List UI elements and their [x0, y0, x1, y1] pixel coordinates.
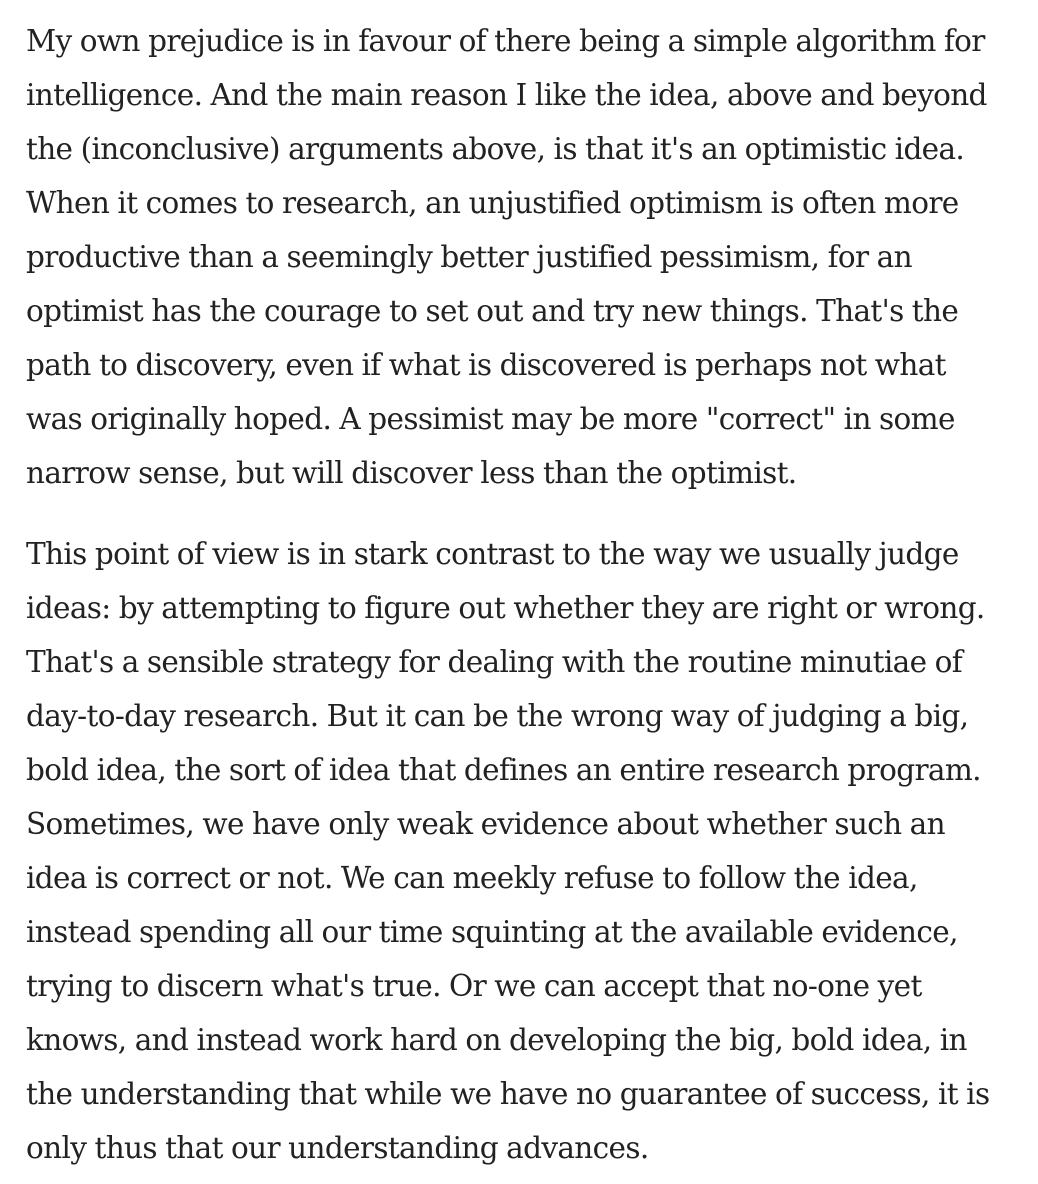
text-line: was originally hoped. A pessimist may be more "correct" in some: [26, 402, 955, 436]
text-line: narrow sense, but will discover less than the optimist.: [26, 456, 797, 490]
text-line: knows, and instead work hard on developing the big, bold idea, in: [26, 1023, 967, 1057]
text-line: instead spending all our time squinting at the available evidence,: [26, 915, 958, 949]
text-line: day-to-day research. But it can be the wrong way of judging a big,: [26, 699, 969, 733]
article-body: [26, 14, 1026, 1175]
text-line: This point of view is in stark contrast to the way we usually judge: [26, 537, 959, 571]
text-line: productive than a seemingly better justified pessimism, for an: [26, 240, 912, 274]
text-line: trying to discern what's true. Or we can accept that no-one yet: [26, 969, 922, 1003]
paragraph-judging-ideas: [26, 527, 1026, 1175]
text-line: intelligence. And the main reason I like the idea, above and beyond: [26, 78, 987, 112]
text-line: When it comes to research, an unjustified optimism is often more: [26, 186, 959, 220]
text-line: That's a sensible strategy for dealing with the routine minutiae of: [26, 645, 963, 679]
text-line: optimist has the courage to set out and try new things. That's the: [26, 294, 959, 328]
text-line: Sometimes, we have only weak evidence about whether such an: [26, 807, 945, 841]
text-line: idea is correct or not. We can meekly refuse to follow the idea,: [26, 861, 918, 895]
text-line: the (inconclusive) arguments above, is that it's an optimistic idea.: [26, 132, 965, 166]
text-line: ideas: by attempting to figure out whether they are right or wrong.: [26, 591, 985, 625]
text-line: bold idea, the sort of idea that defines an entire research program.: [26, 753, 981, 787]
text-line: only thus that our understanding advances.: [26, 1131, 649, 1165]
paragraph-optimism: [26, 14, 1026, 500]
text-line: My own prejudice is in favour of there being a simple algorithm for: [26, 24, 985, 58]
text-line: path to discovery, even if what is discovered is perhaps not what: [26, 348, 946, 382]
text-line: the understanding that while we have no guarantee of success, it is: [26, 1077, 990, 1111]
